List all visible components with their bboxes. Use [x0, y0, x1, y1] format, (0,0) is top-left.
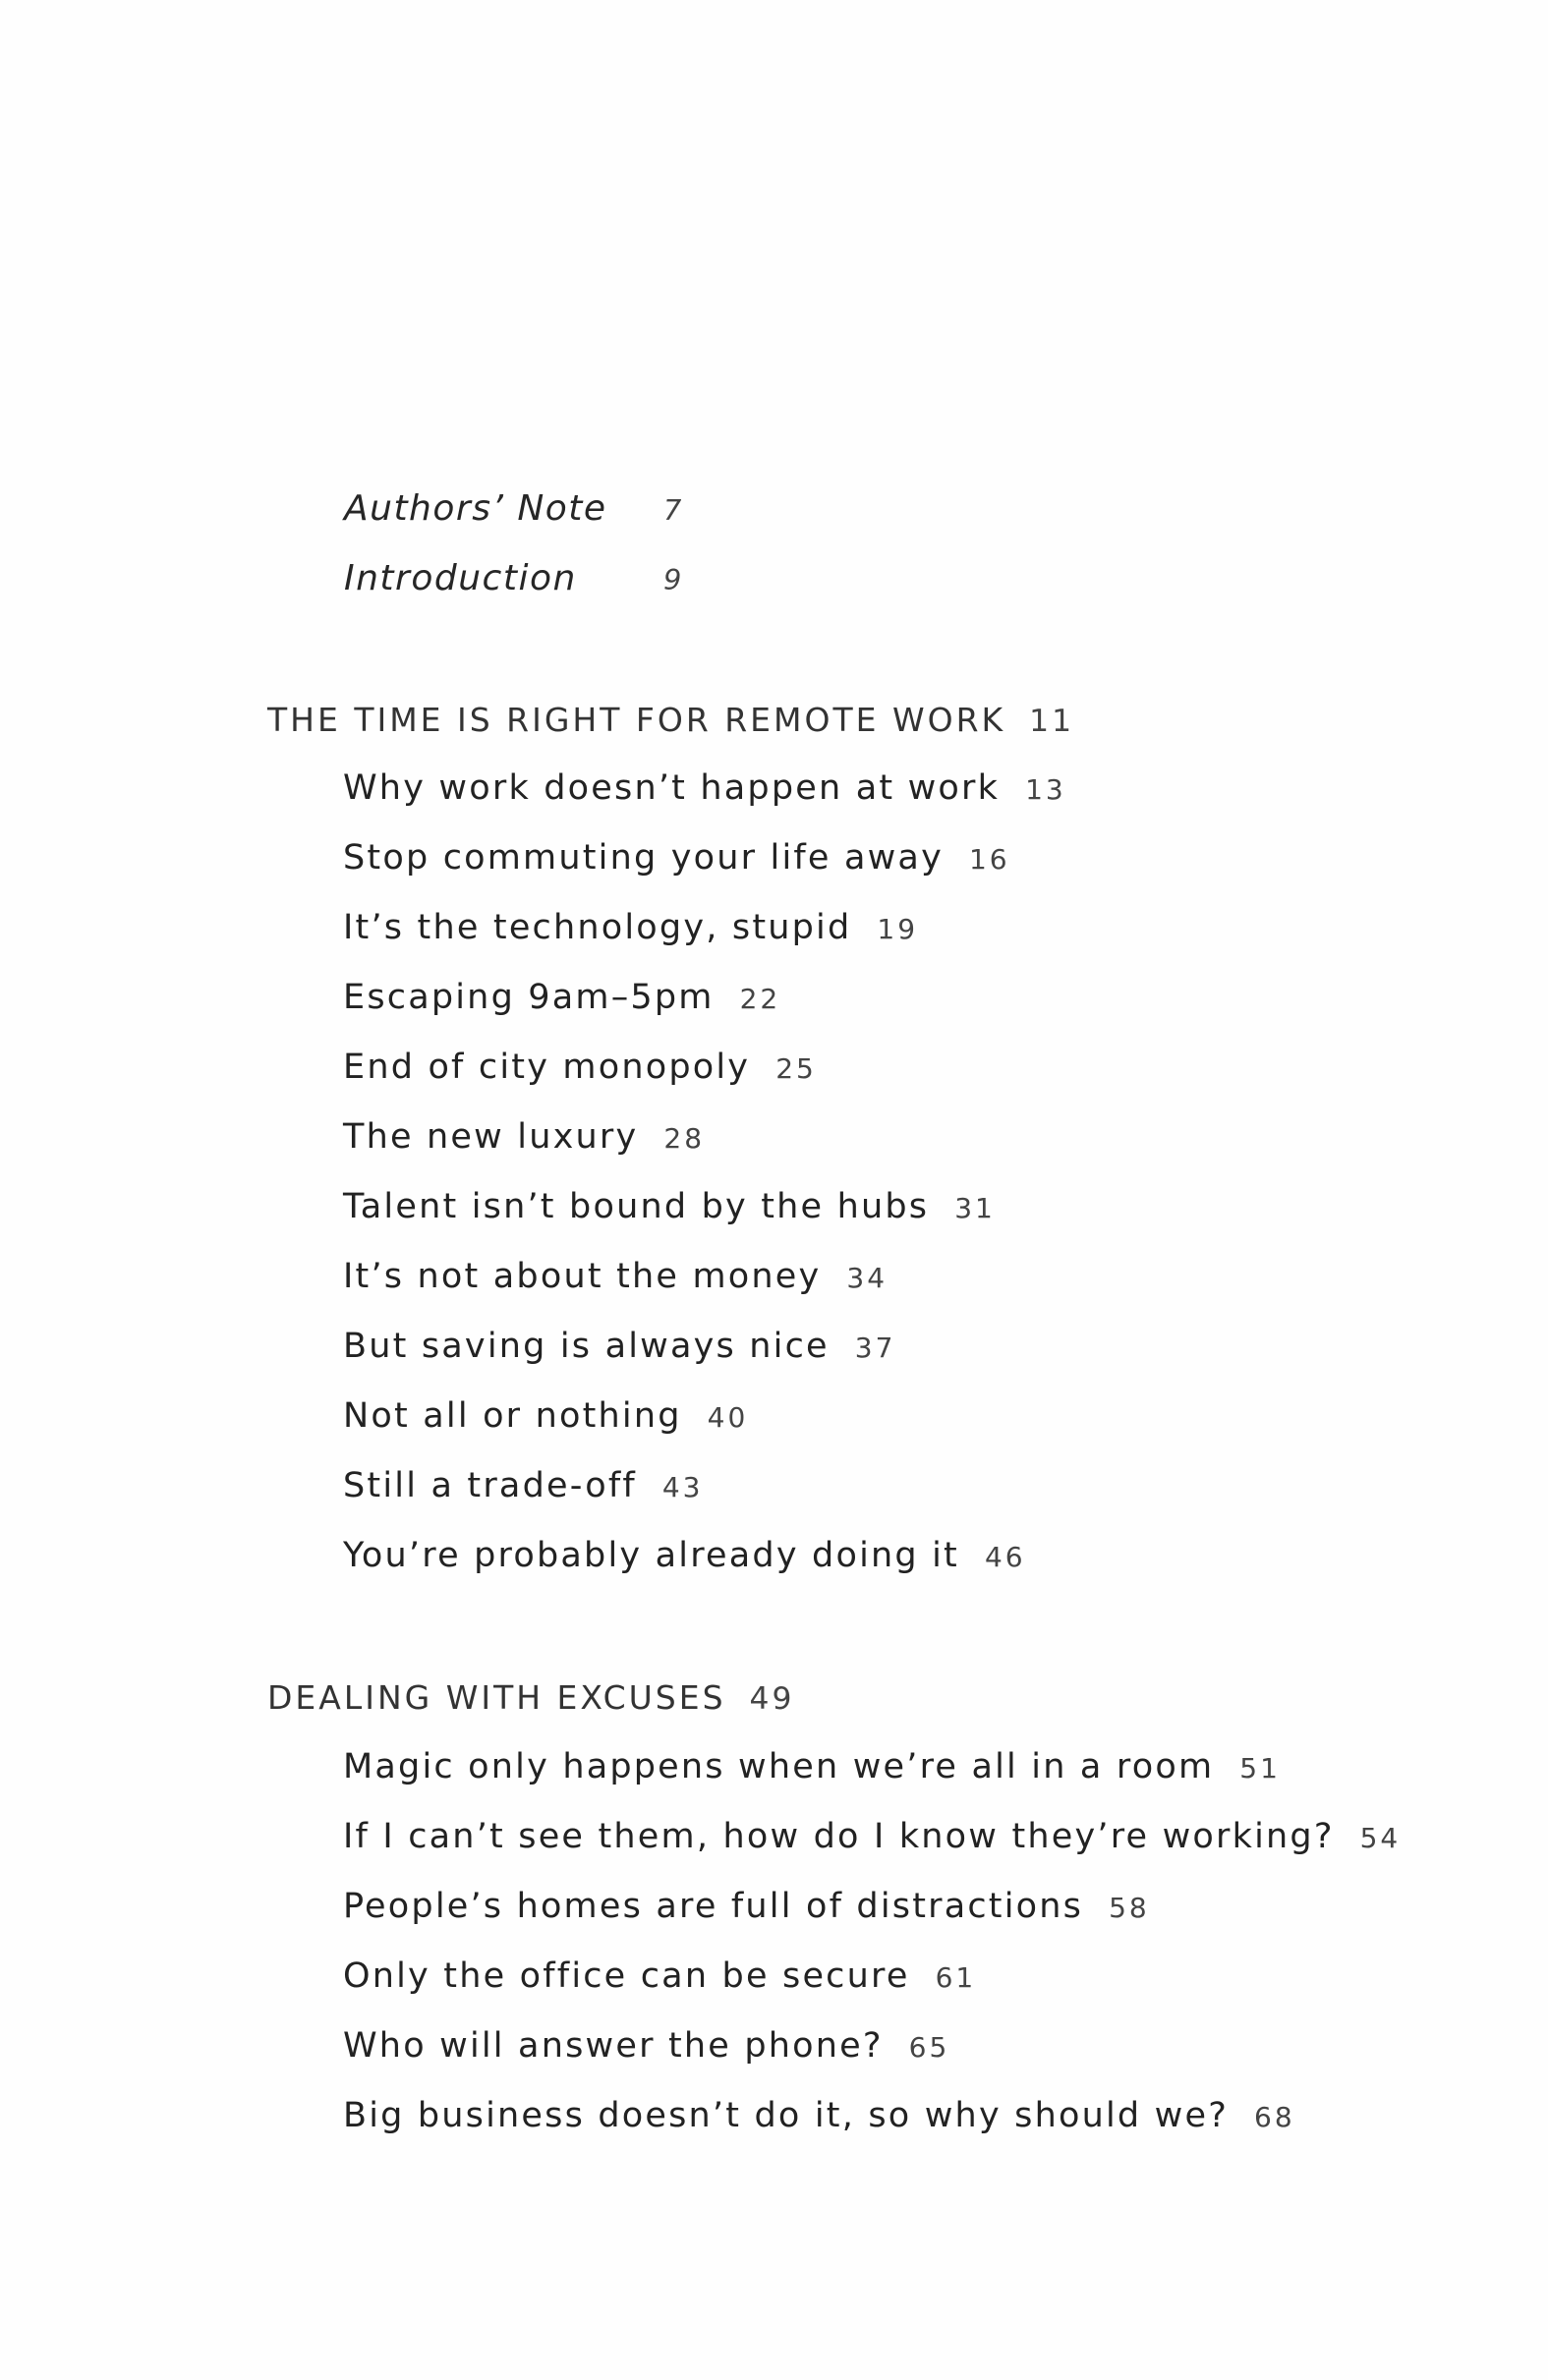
entry-page-number: 7 [663, 493, 685, 527]
chapter-entry [343, 1956, 977, 1996]
chapter-title: Talent isn’t bound by the hubs [343, 1187, 930, 1226]
chapter-page-number: 34 [846, 1262, 889, 1294]
chapter-title: If I can’t see them, how do I know they’re working? [343, 1817, 1335, 1856]
chapter-title: You’re probably already doing it [343, 1536, 959, 1575]
chapter-entry [343, 2096, 1295, 2135]
section-title: THE TIME IS RIGHT FOR REMOTE WORK [267, 701, 1006, 739]
chapter-title: It’s not about the money [343, 1257, 822, 1296]
chapter-entry [343, 1257, 889, 1296]
chapter-title: The new luxury [343, 1117, 639, 1157]
chapter-entry [343, 1536, 1026, 1575]
chapter-title: Still a trade-off [343, 1466, 637, 1505]
chapter-page-number: 13 [1025, 773, 1066, 806]
section-page-number: 49 [749, 1681, 795, 1717]
chapter-page-number: 22 [739, 983, 781, 1015]
chapter-page-number: 40 [707, 1401, 749, 1434]
chapter-title: Who will answer the phone? [343, 2026, 884, 2066]
chapter-page-number: 19 [877, 913, 919, 945]
section-heading-remote-work [267, 701, 1075, 739]
chapter-title: Magic only happens when we’re all in a room [343, 1747, 1215, 1786]
chapter-title: But saving is always nice [343, 1327, 830, 1366]
chapter-entry [343, 1396, 749, 1436]
chapter-page-number: 46 [984, 1541, 1026, 1573]
chapter-title: Not all or nothing [343, 1396, 682, 1436]
section-heading-excuses [267, 1678, 795, 1717]
chapter-entry [343, 768, 1066, 808]
chapter-page-number: 54 [1359, 1822, 1402, 1854]
chapter-page-number: 68 [1254, 2101, 1295, 2133]
chapter-entry [343, 1187, 996, 1226]
chapter-title: Stop commuting your life away [343, 838, 944, 878]
chapter-title: Why work doesn’t happen at work [343, 768, 1001, 808]
chapter-entry [343, 838, 1010, 878]
chapter-title: People’s homes are full of distractions [343, 1887, 1084, 1926]
chapter-page-number: 31 [954, 1192, 996, 1224]
chapter-entry [343, 1050, 817, 1085]
chapter-page-number: 65 [908, 2031, 950, 2064]
chapter-entry [343, 908, 919, 947]
chapter-page-number: 51 [1239, 1752, 1281, 1785]
chapter-page-number: 25 [775, 1052, 817, 1085]
chapter-title: End of city monopoly [343, 1048, 751, 1087]
chapter-entry [343, 978, 781, 1017]
chapter-entry [343, 1887, 1150, 1926]
chapter-title: Big business doesn’t do it, so why should we? [343, 2096, 1229, 2135]
entry-page-number: 9 [663, 563, 685, 596]
chapter-title: Escaping 9am–5pm [343, 978, 715, 1017]
chapter-page-number: 37 [854, 1332, 896, 1364]
chapter-entry [343, 1747, 1281, 1786]
chapter-entry [343, 1327, 896, 1366]
chapter-entry [343, 1817, 1402, 1856]
chapter-page-number: 61 [935, 1961, 977, 1994]
chapter-page-number: 58 [1109, 1892, 1150, 1924]
chapter-page-number: 16 [968, 843, 1010, 876]
chapter-entry [343, 1466, 704, 1505]
chapter-title: It’s the technology, stupid [343, 908, 852, 947]
entry-title: Authors’ Note [344, 488, 607, 529]
section-title: DEALING WITH EXCUSES [267, 1678, 726, 1717]
toc-entry-authors-note [344, 488, 685, 529]
entry-title: Introduction [344, 558, 577, 598]
chapter-page-number: 43 [661, 1471, 704, 1503]
chapter-entry [343, 2026, 950, 2066]
toc-entry-introduction [344, 558, 685, 598]
chapter-entry [343, 1117, 706, 1157]
chapter-page-number: 28 [663, 1122, 706, 1155]
chapter-title: Only the office can be secure [343, 1956, 910, 1996]
section-page-number: 11 [1029, 704, 1075, 739]
